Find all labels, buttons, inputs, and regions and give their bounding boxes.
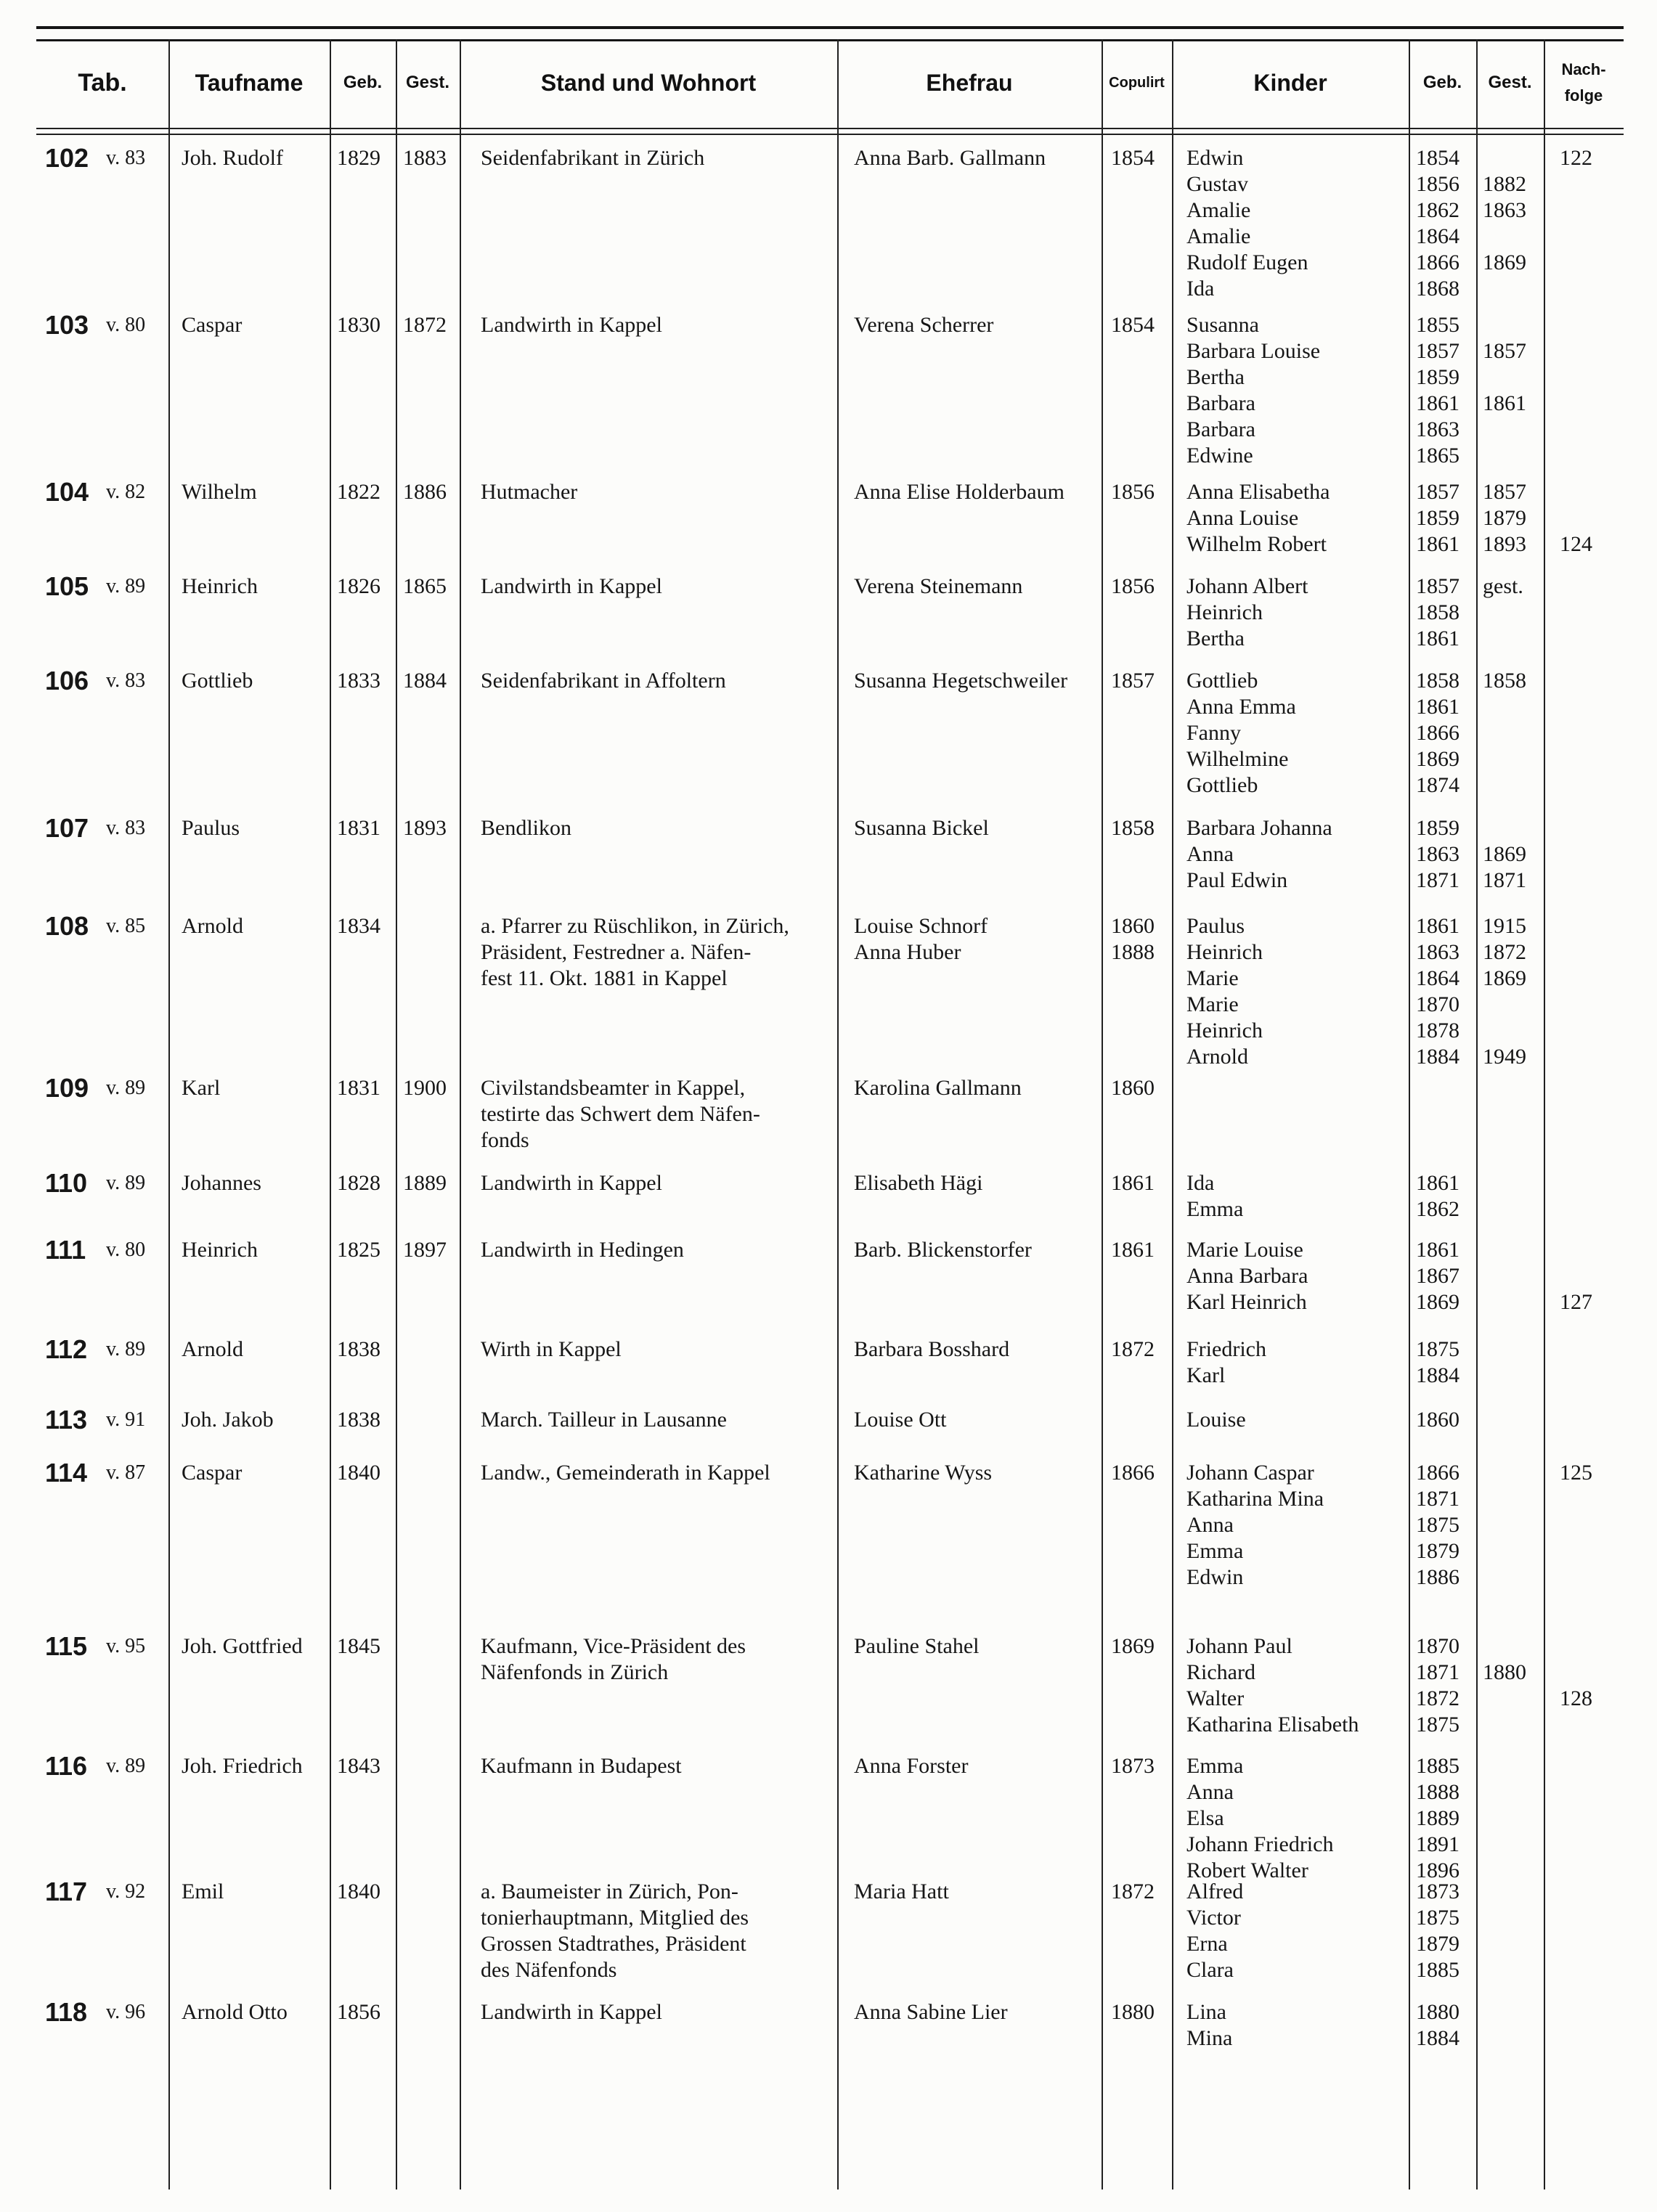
- kinder-death-years: 1882 1863 1869: [1483, 172, 1526, 274]
- kinder-birth-years: 1866 1871 1875 1879 1886: [1416, 1461, 1459, 1589]
- kinder-death-years: gest.: [1483, 574, 1523, 598]
- nachfolge: 122: [1560, 146, 1592, 170]
- kinder-names: Ida Emma: [1186, 1171, 1244, 1221]
- copulirt-year: 1858: [1111, 816, 1155, 840]
- kinder-death-years: 1869 1871: [1483, 842, 1526, 892]
- copulirt-year: 1854: [1111, 146, 1155, 170]
- birth-year: 1843: [337, 1754, 380, 1778]
- taufname: Emil: [182, 1880, 224, 1903]
- copulirt-year: 1860: [1111, 1076, 1155, 1100]
- tab-number: 108: [45, 911, 89, 941]
- birth-year: 1833: [337, 669, 380, 693]
- copulirt-year: 1854: [1111, 313, 1155, 337]
- column-divider: [1476, 39, 1478, 2189]
- birth-year: 1822: [337, 480, 380, 504]
- kinder-birth-years: 1860: [1416, 1408, 1459, 1432]
- header-tab: Tab.: [78, 68, 127, 97]
- birth-year: 1826: [337, 574, 380, 598]
- birth-year: 1845: [337, 1634, 380, 1658]
- taufname: Wilhelm: [182, 480, 257, 504]
- birth-year: 1840: [337, 1880, 380, 1903]
- kinder-names: Paulus Heinrich Marie Marie Heinrich Arnold: [1186, 914, 1263, 1069]
- kinder-birth-years: 1854 1856 1862 1864 1866 1868: [1416, 146, 1459, 301]
- copulirt-year: 1857: [1111, 669, 1155, 693]
- tab-number: 110: [45, 1168, 88, 1198]
- copulirt-year: 1866: [1111, 1461, 1155, 1485]
- genealogy-table: [36, 26, 1624, 2189]
- birth-year: 1856: [337, 2000, 380, 2024]
- column-divider: [330, 39, 331, 2189]
- copulirt-year: 1861: [1111, 1171, 1155, 1195]
- taufname: Joh. Friedrich: [182, 1754, 303, 1778]
- kinder-birth-years: 1857 1859 1861: [1416, 480, 1459, 556]
- kinder-names: Marie Louise Anna Barbara Karl Heinrich: [1186, 1238, 1308, 1314]
- taufname: Heinrich: [182, 574, 258, 598]
- copulirt-year: 1856: [1111, 574, 1155, 598]
- copulirt-year: 1880: [1111, 2000, 1155, 2024]
- kinder-names: Barbara Johanna Anna Paul Edwin: [1186, 816, 1332, 892]
- copulirt-year: 1856: [1111, 480, 1155, 504]
- death-year: 1900: [403, 1076, 447, 1100]
- birth-year: 1830: [337, 313, 380, 337]
- kinder-birth-years: 1861 1862: [1416, 1171, 1459, 1221]
- kinder-names: Louise: [1186, 1408, 1246, 1432]
- header-kinder-geb: Geb.: [1422, 73, 1462, 92]
- taufname: Arnold: [182, 1337, 243, 1361]
- birth-year: 1838: [337, 1408, 380, 1432]
- header-kinder: Kinder: [1253, 69, 1327, 96]
- kinder-birth-years: 1870 1871 1872 1875: [1416, 1634, 1459, 1736]
- nachfolge: 124: [1560, 532, 1592, 556]
- ehefrau: Barbara Bosshard: [854, 1337, 1010, 1361]
- kinder-birth-years: 1861 1867 1869: [1416, 1238, 1459, 1314]
- kinder-names: Edwin Gustav Amalie Amalie Rudolf Eugen Ida: [1186, 146, 1308, 301]
- ehefrau: Louise Schnorf Anna Huber: [854, 914, 988, 964]
- ehefrau: Barb. Blickenstorfer: [854, 1238, 1032, 1262]
- ehefrau: Anna Barb. Gallmann: [854, 146, 1046, 170]
- column-divider: [837, 39, 839, 2189]
- tab-reference: v. 92: [106, 1880, 146, 1903]
- kinder-names: Johann Paul Richard Walter Katharina Elisabeth: [1186, 1634, 1359, 1736]
- column-divider: [1172, 39, 1173, 2189]
- header-rule-1: [36, 128, 1624, 129]
- header-rule-2: [36, 134, 1624, 135]
- ehefrau: Verena Steinemann: [854, 574, 1023, 598]
- birth-year: 1825: [337, 1238, 380, 1262]
- birth-year: 1838: [337, 1337, 380, 1361]
- copulirt-year: 1869: [1111, 1634, 1155, 1658]
- header-ehefrau: Ehefrau: [926, 69, 1013, 96]
- stand-und-wohnort: Landwirth in Kappel: [481, 2000, 662, 2024]
- stand-und-wohnort: Landwirth in Kappel: [481, 1171, 662, 1195]
- death-year: 1889: [403, 1171, 447, 1195]
- tab-number: 106: [45, 666, 89, 695]
- kinder-birth-years: 1880 1884: [1416, 2000, 1459, 2050]
- header-copulirt: Copulirt: [1109, 74, 1165, 91]
- stand-und-wohnort: Landwirth in Kappel: [481, 313, 662, 337]
- ehefrau: Pauline Stahel: [854, 1634, 980, 1658]
- kinder-names: Alfred Victor Erna Clara: [1186, 1880, 1244, 1982]
- nachfolge: 125: [1560, 1461, 1592, 1485]
- tab-number: 102: [45, 143, 89, 173]
- birth-year: 1840: [337, 1461, 380, 1485]
- kinder-death-years: 1858: [1483, 669, 1526, 693]
- column-divider: [168, 39, 170, 2189]
- tab-number: 105: [45, 571, 89, 601]
- kinder-names: Johann Albert Heinrich Bertha: [1186, 574, 1308, 650]
- column-divider: [460, 39, 461, 2189]
- column-divider: [1544, 39, 1545, 2189]
- table-top-rule: [36, 26, 1624, 29]
- stand-und-wohnort: Hutmacher: [481, 480, 578, 504]
- kinder-birth-years: 1873 1875 1879 1885: [1416, 1880, 1459, 1982]
- taufname: Arnold Otto: [182, 2000, 288, 2024]
- death-year: 1897: [403, 1238, 447, 1262]
- stand-und-wohnort: Seidenfabrikant in Zürich: [481, 146, 705, 170]
- taufname: Karl: [182, 1076, 221, 1100]
- stand-und-wohnort: Bendlikon: [481, 816, 571, 840]
- taufname: Joh. Gottfried: [182, 1634, 303, 1658]
- death-year: 1865: [403, 574, 447, 598]
- stand-und-wohnort: March. Tailleur in Lausanne: [481, 1408, 727, 1432]
- kinder-birth-years: 1875 1884: [1416, 1337, 1459, 1387]
- header-kinder-gest: Gest.: [1488, 73, 1532, 92]
- tab-number: 107: [45, 813, 89, 843]
- tab-reference: v. 83: [106, 817, 146, 839]
- ehefrau: Karolina Gallmann: [854, 1076, 1022, 1100]
- tab-reference: v. 80: [106, 1238, 146, 1261]
- tab-number: 112: [45, 1334, 88, 1364]
- stand-und-wohnort: Civilstandsbeamter in Kappel, testirte das Schwert dem Näfen- fonds: [481, 1076, 760, 1152]
- tab-number: 114: [45, 1458, 88, 1487]
- death-year: 1893: [403, 816, 447, 840]
- birth-year: 1831: [337, 816, 380, 840]
- taufname: Joh. Jakob: [182, 1408, 274, 1432]
- header-stand-und-wohnort: Stand und Wohnort: [540, 69, 757, 96]
- tab-reference: v. 82: [106, 481, 146, 503]
- kinder-birth-years: 1855 1857 1859 1861 1863 1865: [1416, 313, 1459, 468]
- kinder-birth-years: 1858 1861 1866 1869 1874: [1416, 669, 1459, 797]
- header-gest: Gest.: [405, 73, 450, 92]
- copulirt-year: 1861: [1111, 1238, 1155, 1262]
- kinder-names: Johann Caspar Katharina Mina Anna Emma Edwin: [1186, 1461, 1324, 1589]
- kinder-names: Lina Mina: [1186, 2000, 1233, 2050]
- ehefrau: Susanna Hegetschweiler: [854, 669, 1068, 693]
- tab-reference: v. 89: [106, 1338, 146, 1360]
- tab-reference: v. 89: [106, 1755, 146, 1777]
- birth-year: 1829: [337, 146, 380, 170]
- kinder-names: Emma Anna Elsa Johann Friedrich Robert Walter: [1186, 1754, 1334, 1882]
- tab-reference: v. 95: [106, 1635, 146, 1657]
- ehefrau: Anna Elise Holderbaum: [854, 480, 1064, 504]
- kinder-death-years: 1857 1879 1893: [1483, 480, 1526, 556]
- copulirt-year: 1860 1888: [1111, 914, 1155, 964]
- stand-und-wohnort: Landw., Gemeinderath in Kappel: [481, 1461, 770, 1485]
- column-divider: [1409, 39, 1410, 2189]
- ehefrau: Katharine Wyss: [854, 1461, 993, 1485]
- taufname: Heinrich: [182, 1238, 258, 1262]
- kinder-names: Friedrich Karl: [1186, 1337, 1266, 1387]
- ehefrau: Louise Ott: [854, 1408, 947, 1432]
- stand-und-wohnort: Kaufmann, Vice-Präsident des Näfenfonds in Zürich: [481, 1634, 746, 1684]
- taufname: Johannes: [182, 1171, 261, 1195]
- kinder-birth-years: 1859 1863 1871: [1416, 816, 1459, 892]
- tab-reference: v. 89: [106, 575, 146, 597]
- birth-year: 1831: [337, 1076, 380, 1100]
- tab-number: 118: [45, 1997, 88, 2027]
- taufname: Gottlieb: [182, 669, 253, 693]
- tab-number: 115: [45, 1631, 88, 1661]
- taufname: Arnold: [182, 914, 243, 938]
- stand-und-wohnort: Kaufmann in Budapest: [481, 1754, 682, 1778]
- kinder-death-years: 1915 1872 1869 1949: [1483, 914, 1526, 1069]
- column-divider: [1102, 39, 1103, 2189]
- kinder-birth-years: 1885 1888 1889 1891 1896: [1416, 1754, 1459, 1882]
- taufname: Caspar: [182, 1461, 243, 1485]
- ehefrau: Elisabeth Hägi: [854, 1171, 983, 1195]
- stand-und-wohnort: Seidenfabrikant in Affoltern: [481, 669, 726, 693]
- birth-year: 1834: [337, 914, 380, 938]
- tab-number: 111: [45, 1235, 86, 1265]
- tab-reference: v. 83: [106, 669, 146, 692]
- stand-und-wohnort: Wirth in Kappel: [481, 1337, 622, 1361]
- tab-reference: v. 80: [106, 314, 146, 336]
- copulirt-year: 1872: [1111, 1337, 1155, 1361]
- stand-und-wohnort: a. Pfarrer zu Rüschlikon, in Zürich, Präsident, Festredner a. Näfen- fest 11. Okt. 1881 in Kappel: [481, 914, 789, 990]
- death-year: 1872: [403, 313, 447, 337]
- column-divider: [396, 39, 397, 2189]
- death-year: 1884: [403, 669, 447, 693]
- taufname: Joh. Rudolf: [182, 146, 284, 170]
- tab-number: 109: [45, 1073, 89, 1103]
- header-taufname: Taufname: [195, 69, 304, 96]
- death-year: 1886: [403, 480, 447, 504]
- tab-reference: v. 96: [106, 2001, 146, 2023]
- copulirt-year: 1872: [1111, 1880, 1155, 1903]
- taufname: Paulus: [182, 816, 240, 840]
- header-geb: Geb.: [343, 73, 383, 92]
- kinder-birth-years: 1857 1858 1861: [1416, 574, 1459, 650]
- tab-number: 113: [45, 1405, 88, 1434]
- ehefrau: Anna Forster: [854, 1754, 969, 1778]
- stand-und-wohnort: Landwirth in Kappel: [481, 574, 662, 598]
- tab-number: 104: [45, 477, 89, 507]
- kinder-birth-years: 1861 1863 1864 1870 1878 1884: [1416, 914, 1459, 1069]
- stand-und-wohnort: Landwirth in Hedingen: [481, 1238, 684, 1262]
- stand-und-wohnort: a. Baumeister in Zürich, Pon- tonierhauptmann, Mitglied des Grossen Stadtrathes, Präsident des Näfenfonds: [481, 1880, 749, 1982]
- taufname: Caspar: [182, 313, 243, 337]
- kinder-names: Gottlieb Anna Emma Fanny Wilhelmine Gottlieb: [1186, 669, 1296, 797]
- header-nachfolge: Nach- folge: [1561, 60, 1606, 105]
- tab-reference: v. 83: [106, 147, 146, 169]
- tab-reference: v. 91: [106, 1408, 146, 1431]
- kinder-death-years: 1857 1861: [1483, 339, 1526, 415]
- tab-number: 116: [45, 1751, 88, 1781]
- tab-reference: v. 85: [106, 915, 146, 937]
- nachfolge: 127: [1560, 1290, 1592, 1314]
- kinder-names: Susanna Barbara Louise Bertha Barbara Barbara Edwine: [1186, 313, 1321, 468]
- tab-reference: v. 89: [106, 1172, 146, 1194]
- tab-reference: v. 87: [106, 1461, 146, 1484]
- tab-number: 103: [45, 310, 89, 340]
- death-year: 1883: [403, 146, 447, 170]
- nachfolge: 128: [1560, 1686, 1592, 1710]
- birth-year: 1828: [337, 1171, 380, 1195]
- ehefrau: Maria Hatt: [854, 1880, 949, 1903]
- ehefrau: Susanna Bickel: [854, 816, 989, 840]
- copulirt-year: 1873: [1111, 1754, 1155, 1778]
- ehefrau: Anna Sabine Lier: [854, 2000, 1008, 2024]
- kinder-death-years: 1880: [1483, 1660, 1526, 1684]
- tab-number: 117: [45, 1877, 88, 1906]
- kinder-names: Anna Elisabetha Anna Louise Wilhelm Robert: [1186, 480, 1330, 556]
- ehefrau: Verena Scherrer: [854, 313, 994, 337]
- tab-reference: v. 89: [106, 1077, 146, 1099]
